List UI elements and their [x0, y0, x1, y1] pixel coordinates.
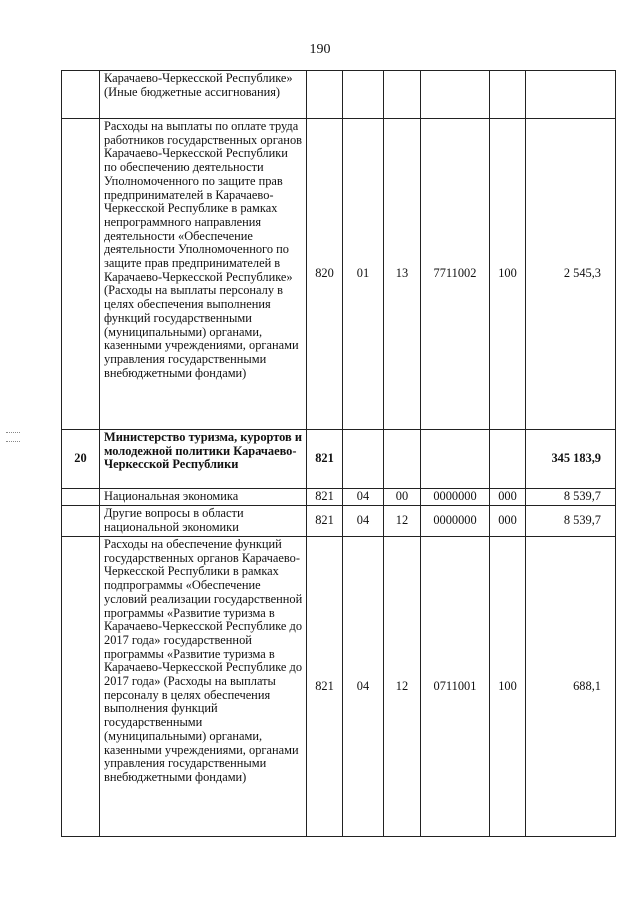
- target-article-cell: 0000000: [421, 506, 490, 537]
- subsection-code-cell: [384, 71, 421, 119]
- row-number-cell: [62, 119, 100, 430]
- subsection-code-cell: 00: [384, 489, 421, 506]
- subsection-code-cell: 12: [384, 537, 421, 837]
- target-article-cell: 0000000: [421, 489, 490, 506]
- target-article-cell: 0711001: [421, 537, 490, 837]
- row-number-cell: [62, 71, 100, 119]
- table-row: [62, 506, 616, 537]
- scan-artifact: [6, 432, 20, 442]
- expense-type-cell: [490, 430, 526, 489]
- description-cell: Национальная экономика: [100, 489, 307, 506]
- ministry-code-cell: 821: [307, 430, 343, 489]
- description-cell: Расходы на выплаты по оплате труда работников государственных органов Карачаево-Черкесской Республики по обеспечению деятельности Уполномоченного по защите прав предпринимателей в Карачаево-Черкесской Республике в рамках непрограммного направления деятельности «Обеспечение деятельности Уполномоченного по защите прав предпринимателей в Карачаево-Черкесской Республике» (Расходы на выплаты персоналу в целях обеспечения выполнения функций государственными (муниципальными) органами, казенными учреждениями, органами управления государственными внебюджетными фондами): [100, 119, 307, 430]
- table-row: [62, 430, 616, 489]
- table-row: [62, 119, 616, 430]
- ministry-code-cell: 820: [307, 119, 343, 430]
- description-cell: Расходы на обеспечение функций государственных органов Карачаево-Черкесской Республики в рамках подпрограммы «Обеспечение условий реализации государственной программы «Развитие туризма в Карачаево-Черкесской Республике до 2017 года» государственной программы «Развитие туризма в Карачаево-Черкесской Республике до 2017 года» (Расходы на выплаты персоналу в целях обеспечения выполнения функций государственными (муниципальными) органами, казенными учреждениями, органами управления государственными внебюджетными фондами): [100, 537, 307, 837]
- target-article-cell: [421, 430, 490, 489]
- subsection-code-cell: 12: [384, 506, 421, 537]
- row-number-cell: 20: [62, 430, 100, 489]
- section-code-cell: 04: [343, 489, 384, 506]
- description-cell: Карачаево-Черкесской Республике» (Иные бюджетные ассигнования): [100, 71, 307, 119]
- expense-type-cell: 000: [490, 489, 526, 506]
- expense-type-cell: 000: [490, 506, 526, 537]
- ministry-code-cell: 821: [307, 537, 343, 837]
- target-article-cell: 7711002: [421, 119, 490, 430]
- ministry-code-cell: 821: [307, 506, 343, 537]
- table-row: [62, 71, 616, 119]
- expense-type-cell: [490, 71, 526, 119]
- subsection-code-cell: 13: [384, 119, 421, 430]
- amount-cell: 2 545,3: [526, 119, 616, 430]
- section-code-cell: [343, 430, 384, 489]
- table-row: [62, 489, 616, 506]
- ministry-code-cell: 821: [307, 489, 343, 506]
- section-code-cell: 01: [343, 119, 384, 430]
- amount-cell: 688,1: [526, 537, 616, 837]
- expense-type-cell: 100: [490, 537, 526, 837]
- page-number: 190: [309, 42, 331, 57]
- amount-cell: [526, 71, 616, 119]
- amount-cell: 8 539,7: [526, 506, 616, 537]
- amount-cell: 8 539,7: [526, 489, 616, 506]
- section-code-cell: 04: [343, 506, 384, 537]
- target-article-cell: [421, 71, 490, 119]
- row-number-cell: [62, 506, 100, 537]
- subsection-code-cell: [384, 430, 421, 489]
- amount-cell: 345 183,9: [526, 430, 616, 489]
- budget-table: [61, 70, 616, 837]
- ministry-code-cell: [307, 71, 343, 119]
- section-code-cell: 04: [343, 537, 384, 837]
- section-code-cell: [343, 71, 384, 119]
- row-number-cell: [62, 489, 100, 506]
- row-number-cell: [62, 537, 100, 837]
- table-row: [62, 537, 616, 837]
- expense-type-cell: 100: [490, 119, 526, 430]
- description-cell: Министерство туризма, курортов и молодежной политики Карачаево-Черкесской Республики: [100, 430, 307, 489]
- description-cell: Другие вопросы в области национальной экономики: [100, 506, 307, 537]
